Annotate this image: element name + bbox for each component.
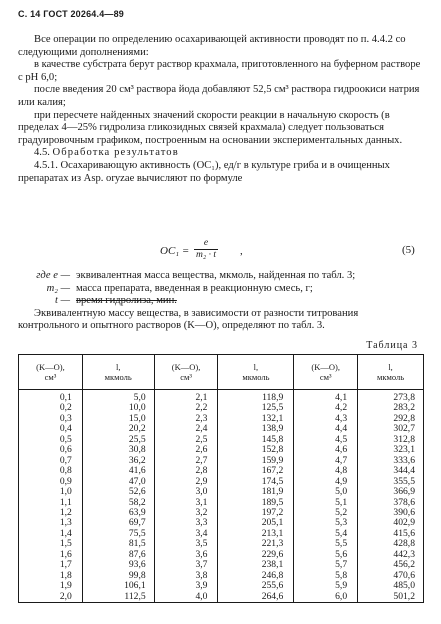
definition-t-struck bbox=[18, 295, 422, 308]
section-title: Обработка результатов bbox=[52, 147, 179, 159]
table-cell: 3,9 bbox=[154, 581, 218, 591]
table-cell: 3,2 bbox=[154, 508, 218, 518]
table-cell: 1,1 bbox=[19, 498, 83, 508]
table-cell: 5,7 bbox=[294, 560, 358, 570]
table-cell: 4,5 bbox=[294, 435, 358, 445]
table-cell: 355,5 bbox=[358, 477, 424, 487]
table-cell: 0,1 bbox=[19, 390, 83, 404]
table-cell: 213,1 bbox=[218, 529, 294, 539]
table-cell: 4,6 bbox=[294, 445, 358, 455]
table-cell: 5,9 bbox=[294, 581, 358, 591]
table-cell: 2,4 bbox=[154, 424, 218, 434]
table-cell: 5,1 bbox=[294, 498, 358, 508]
column-header: (K—O), см³ bbox=[154, 355, 218, 390]
table-cell: 442,3 bbox=[358, 550, 424, 560]
table-cell: 132,1 bbox=[218, 414, 294, 424]
table-cell: 2,9 bbox=[154, 477, 218, 487]
table-row bbox=[19, 466, 424, 476]
after-definitions-paragraph: Эквивалентную массу вещества, в зависимости от разности титрования контрольного и опытного растворов (K—O), определяют по табл. 3. bbox=[18, 307, 359, 332]
table-cell: 3,7 bbox=[154, 560, 218, 570]
table-cell: 3,3 bbox=[154, 518, 218, 528]
table-row bbox=[19, 477, 424, 487]
table-cell: 4,7 bbox=[294, 456, 358, 466]
table-cell: 1,3 bbox=[19, 518, 83, 528]
table-cell: 0,7 bbox=[19, 456, 83, 466]
table-cell: 125,5 bbox=[218, 403, 294, 413]
intro-text bbox=[18, 34, 422, 185]
table-row bbox=[19, 508, 424, 518]
table-cell: 3,0 bbox=[154, 487, 218, 497]
table-3 bbox=[18, 354, 424, 603]
table-cell: 41,6 bbox=[82, 466, 154, 476]
table-row bbox=[19, 487, 424, 497]
table-cell: 159,9 bbox=[218, 456, 294, 466]
column-header: l, мкмоль bbox=[358, 355, 424, 390]
table-cell: 456,2 bbox=[358, 560, 424, 570]
table-row bbox=[19, 403, 424, 413]
table-cell: 52,6 bbox=[82, 487, 154, 497]
table-cell: 5,2 bbox=[294, 508, 358, 518]
table-cell: 312,8 bbox=[358, 435, 424, 445]
paragraph-4-5-1: 4.5.1. Осахаривающую активность (OC₁), ед/г в культуре гриба и в очищенных препаратах из Asp. oryzae вычисляют по формуле bbox=[18, 159, 390, 184]
definition-symbol: t — bbox=[54, 295, 70, 307]
formula-numerator: e bbox=[194, 238, 218, 250]
table-row bbox=[19, 424, 424, 434]
column-header: l, мкмоль bbox=[218, 355, 294, 390]
table-cell: 3,5 bbox=[154, 539, 218, 549]
table-row bbox=[19, 435, 424, 445]
table-cell: 5,4 bbox=[294, 529, 358, 539]
table-cell: 4,1 bbox=[294, 390, 358, 404]
table-cell: 152,8 bbox=[218, 445, 294, 455]
table-cell: 36,2 bbox=[82, 456, 154, 466]
table-caption: Таблица 3 bbox=[366, 340, 418, 351]
table-cell: 138,9 bbox=[218, 424, 294, 434]
table-cell: 4,9 bbox=[294, 477, 358, 487]
formula-number: (5) bbox=[402, 244, 415, 256]
table-cell: 390,6 bbox=[358, 508, 424, 518]
table-cell: 3,8 bbox=[154, 571, 218, 581]
table-cell: 174,5 bbox=[218, 477, 294, 487]
table-cell: 366,9 bbox=[358, 487, 424, 497]
table-cell: 470,6 bbox=[358, 571, 424, 581]
table-cell: 118,9 bbox=[218, 390, 294, 404]
table-cell: 5,5 bbox=[294, 539, 358, 549]
table-cell: 2,2 bbox=[154, 403, 218, 413]
table-row bbox=[19, 414, 424, 424]
table-header-row bbox=[19, 355, 424, 390]
table-cell: 5,0 bbox=[82, 390, 154, 404]
table-row bbox=[19, 550, 424, 560]
table-cell: 58,2 bbox=[82, 498, 154, 508]
table-cell: 501,2 bbox=[358, 592, 424, 603]
column-header: (K—O), см³ bbox=[19, 355, 83, 390]
table-cell: 69,7 bbox=[82, 518, 154, 528]
column-header: l, мкмоль bbox=[82, 355, 154, 390]
definition-text: время гидролиза, мин. bbox=[76, 295, 177, 307]
table-cell: 6,0 bbox=[294, 592, 358, 603]
table-cell: 344,4 bbox=[358, 466, 424, 476]
definition-symbol: m₂ — bbox=[46, 282, 70, 294]
definition-e bbox=[18, 270, 422, 283]
table-cell: 1,6 bbox=[19, 550, 83, 560]
table-cell: 189,5 bbox=[218, 498, 294, 508]
table-cell: 485,0 bbox=[358, 581, 424, 591]
table-cell: 264,6 bbox=[218, 592, 294, 603]
table-cell: 2,5 bbox=[154, 435, 218, 445]
table-cell: 5,6 bbox=[294, 550, 358, 560]
table-cell: 0,6 bbox=[19, 445, 83, 455]
definition-text: эквивалентная масса вещества, мкмоль, найденная по табл. 3; bbox=[76, 270, 356, 281]
table-cell: 402,9 bbox=[358, 518, 424, 528]
table-cell: 3,6 bbox=[154, 550, 218, 560]
table-cell: 4,3 bbox=[294, 414, 358, 424]
table-cell: 415,6 bbox=[358, 529, 424, 539]
table-cell: 0,2 bbox=[19, 403, 83, 413]
table-cell: 5,0 bbox=[294, 487, 358, 497]
table-cell: 229,6 bbox=[218, 550, 294, 560]
table-cell: 221,3 bbox=[218, 539, 294, 549]
table-cell: 145,8 bbox=[218, 435, 294, 445]
table-cell: 20,2 bbox=[82, 424, 154, 434]
table-cell: 428,8 bbox=[358, 539, 424, 549]
formula-5 bbox=[0, 237, 441, 267]
table-cell: 3,4 bbox=[154, 529, 218, 539]
table-cell: 1,5 bbox=[19, 539, 83, 549]
definitions bbox=[18, 270, 422, 333]
formula-denominator: m₂ · t bbox=[196, 250, 216, 260]
table-row bbox=[19, 390, 424, 404]
section-number: 4.5. bbox=[34, 147, 50, 159]
section-heading bbox=[18, 147, 422, 160]
table-cell: 3,1 bbox=[154, 498, 218, 508]
table-cell: 2,3 bbox=[154, 414, 218, 424]
table-cell: 4,2 bbox=[294, 403, 358, 413]
table-cell: 302,7 bbox=[358, 424, 424, 434]
table-cell: 0,9 bbox=[19, 477, 83, 487]
table-row bbox=[19, 560, 424, 570]
table-cell: 106,1 bbox=[82, 581, 154, 591]
intro-paragraph-2: в качестве субстрата берут раствор крахмала, приготовленного на буферном растворе с pH 6,0; bbox=[18, 59, 421, 83]
table-cell: 5,8 bbox=[294, 571, 358, 581]
column-header: (K—O), см³ bbox=[294, 355, 358, 390]
table-cell: 5,3 bbox=[294, 518, 358, 528]
formula-comma: , bbox=[240, 245, 243, 257]
table-body bbox=[19, 390, 424, 603]
definition-text: масса препарата, введенная в реакционную смесь, г; bbox=[76, 282, 313, 294]
table-cell: 2,8 bbox=[154, 466, 218, 476]
table-cell: 2,0 bbox=[19, 592, 83, 603]
table-cell: 1,8 bbox=[19, 571, 83, 581]
table-cell: 15,0 bbox=[82, 414, 154, 424]
intro-paragraph-3: после введения 20 см³ раствора йода добавляют 52,5 см³ раствора гидроокиси натрия или калия; bbox=[18, 84, 420, 108]
table-cell: 4,4 bbox=[294, 424, 358, 434]
table-cell: 2,1 bbox=[154, 390, 218, 404]
table-cell: 112,5 bbox=[82, 592, 154, 603]
definition-symbol: где e — bbox=[36, 270, 70, 281]
table-cell: 181,9 bbox=[218, 487, 294, 497]
table-cell: 2,6 bbox=[154, 445, 218, 455]
table-cell: 47,0 bbox=[82, 477, 154, 487]
table-cell: 197,2 bbox=[218, 508, 294, 518]
definition-m2 bbox=[18, 283, 422, 296]
table-row bbox=[19, 581, 424, 591]
table-row bbox=[19, 592, 424, 603]
table-cell: 333,6 bbox=[358, 456, 424, 466]
table-cell: 167,2 bbox=[218, 466, 294, 476]
page-header: С. 14 ГОСТ 20264.4—89 bbox=[18, 9, 125, 19]
table-cell: 205,1 bbox=[218, 518, 294, 528]
table-cell: 0,8 bbox=[19, 466, 83, 476]
table-cell: 1,4 bbox=[19, 529, 83, 539]
table-cell: 1,7 bbox=[19, 560, 83, 570]
intro-paragraph-4: при пересчете найденных значений скорости реакции в начальную скорость (в пределах 4—25% гидролиза гликозидных связей крахмала) следует пользоваться градуировочным графиком, построенным на основании экспериментальных данных. bbox=[18, 109, 403, 146]
formula-lhs: OC₁ = bbox=[160, 245, 190, 257]
table-cell: 378,6 bbox=[358, 498, 424, 508]
table-cell: 10,0 bbox=[82, 403, 154, 413]
intro-paragraph-1: Все операции по определению осахаривающей активности проводят по п. 4.4.2 со следующими дополнениями: bbox=[18, 34, 406, 58]
table-row bbox=[19, 498, 424, 508]
table-cell: 0,4 bbox=[19, 424, 83, 434]
table-row bbox=[19, 529, 424, 539]
table-cell: 1,0 bbox=[19, 487, 83, 497]
table-cell: 87,6 bbox=[82, 550, 154, 560]
table-row bbox=[19, 571, 424, 581]
table-cell: 93,6 bbox=[82, 560, 154, 570]
formula-fraction bbox=[194, 238, 218, 260]
table-row bbox=[19, 518, 424, 528]
table-row bbox=[19, 456, 424, 466]
table-cell: 81,5 bbox=[82, 539, 154, 549]
table-cell: 323,1 bbox=[358, 445, 424, 455]
table-cell: 4,0 bbox=[154, 592, 218, 603]
table-cell: 63,9 bbox=[82, 508, 154, 518]
table-cell: 30,8 bbox=[82, 445, 154, 455]
table-cell: 283,2 bbox=[358, 403, 424, 413]
table-cell: 2,7 bbox=[154, 456, 218, 466]
table-cell: 255,6 bbox=[218, 581, 294, 591]
table-cell: 1,9 bbox=[19, 581, 83, 591]
table-cell: 75,5 bbox=[82, 529, 154, 539]
table-cell: 25,5 bbox=[82, 435, 154, 445]
table-cell: 238,1 bbox=[218, 560, 294, 570]
table-cell: 0,3 bbox=[19, 414, 83, 424]
table-cell: 0,5 bbox=[19, 435, 83, 445]
table-row bbox=[19, 539, 424, 549]
table-cell: 1,2 bbox=[19, 508, 83, 518]
table-cell: 4,8 bbox=[294, 466, 358, 476]
table-cell: 246,8 bbox=[218, 571, 294, 581]
table-cell: 99,8 bbox=[82, 571, 154, 581]
table-row bbox=[19, 445, 424, 455]
table-cell: 292,8 bbox=[358, 414, 424, 424]
table-cell: 273,8 bbox=[358, 390, 424, 404]
